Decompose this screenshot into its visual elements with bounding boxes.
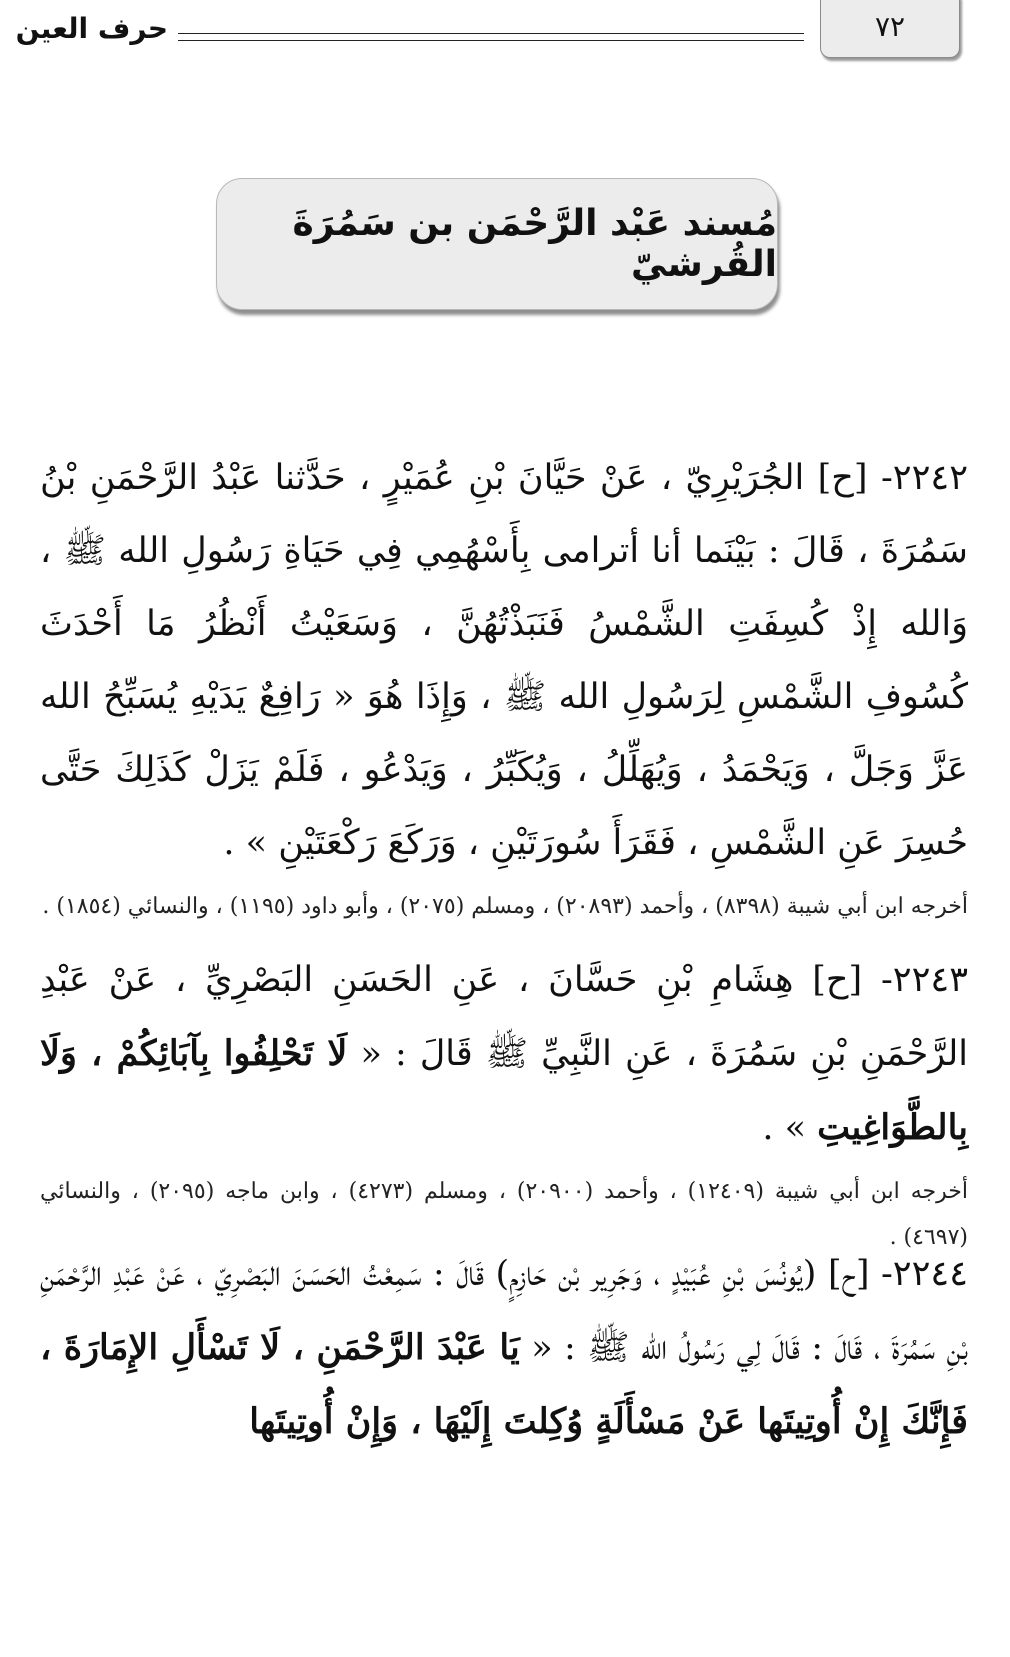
header-rule	[178, 33, 804, 41]
hadith-text-end: » .	[762, 1108, 807, 1148]
hadith-2244	[40, 1238, 968, 1459]
prophetic-quote: يَا عَبْدَ الرَّحْمَنِ ، لَا تَسْأَلِ الإِمَارَةَ ، فَإِنَّكَ إِنْ أُوتِيتَها عَنْ مَسْأَلَةٍ وُكِلتَ إِلَيْهَا ، وَإِنْ أُوتِيتَها	[40, 1327, 968, 1442]
hadith-text	[40, 944, 968, 1165]
hadith-takhrij: أخرجه ابن أبي شيبة (١٢٤٠٩) ، وأحمد (٢٠٩٠٠) ، ومسلم (٤٢٧٣) ، وابن ماجه (٢٠٩٥) ، والنسائي (٤٦٩٧) .	[40, 1179, 968, 1250]
hadith-2242	[40, 442, 968, 930]
hadith-text: ٢٢٤٢- [ح] الجُرَيْرِيّ ، عَنْ حَيَّانَ بْنِ عُمَيْرٍ ، حَدَّثنا عَبْدُ الرَّحْمَنِ بْنُ سَمُرَةَ ، قَالَ : بَيْنَما أنا أترامى بِأَسْهُمِي فِي حَيَاةِ رَسُولِ الله ﷺ ، وَالله إِذْ كُسِفَتِ الشَّمْسُ فَنَبَذْتُهُنَّ ، وَسَعَيْتُ أَنْظُرُ مَا أَحْدَثَ كُسُوفِ الشَّمْسِ لِرَسُولِ الله ﷺ ، وَإِذَا هُوَ « رَافِعٌ يَدَيْهِ يُسَبِّحُ الله عَزَّ وَجَلَّ ، وَيَحْمَدُ ، وَيُهَلِّلُ ، وَيُكَبِّرُ ، وَيَدْعُو ، فَلَمْ يَزَلْ كَذَلِكَ حَتَّى حُسِرَ عَنِ الشَّمْسِ ، فَقَرَأَ سُورَتَيْنِ ، وَرَكَعَ رَكْعَتَيْنِ » .	[40, 458, 968, 863]
hadith-takhrij: أخرجه ابن أبي شيبة (٨٣٩٨) ، وأحمد (٢٠٨٩٣) ، ومسلم (٢٠٧٥) ، وأبو داود (١١٩٥) ، والنسائي (١٨٥٤) .	[42, 894, 968, 919]
page-number: ٧٢	[820, 0, 960, 58]
section-title: مُسند عَبْد الرَّحْمَن بن سَمُرَةَ القُرشيّ	[292, 203, 777, 285]
chapter-title: حرف العين	[15, 12, 168, 45]
page-header	[0, 0, 1010, 70]
hadith-2243	[40, 944, 968, 1261]
hadith-text	[40, 1238, 968, 1459]
hadith-text-lead: ٢٢٤٤- [ح] (يُونُسَ بْنِ عُبَيْدٍ ، وَجَرِير بْن حَازِمٍ) قَالَ : سَمِعْتُ الحَسَنَ البَصْرِيّ ، عَنْ عَبْدِ الرَّحْمَنِ بْنِ سَمُرَةَ ، قَالَ : قَالَ لِي رَسُولُ الله ﷺ : «	[40, 1254, 968, 1368]
section-title-box	[216, 178, 778, 310]
prophetic-quote: لَا تَحْلِفُوا بِآبَائِكُمْ ، وَلَا بِالطَّوَاغِيتِ	[40, 1033, 968, 1148]
hadith-text-lead: ٢٢٤٣- [ح] هِشَامِ بْنِ حَسَّانَ ، عَنِ الحَسَنِ البَصْرِيِّ ، عَنْ عَبْدِ الرَّحْمَنِ بْنِ سَمُرَةَ ، عَنِ النَّبِيِّ ﷺ قَالَ : «	[40, 960, 968, 1074]
